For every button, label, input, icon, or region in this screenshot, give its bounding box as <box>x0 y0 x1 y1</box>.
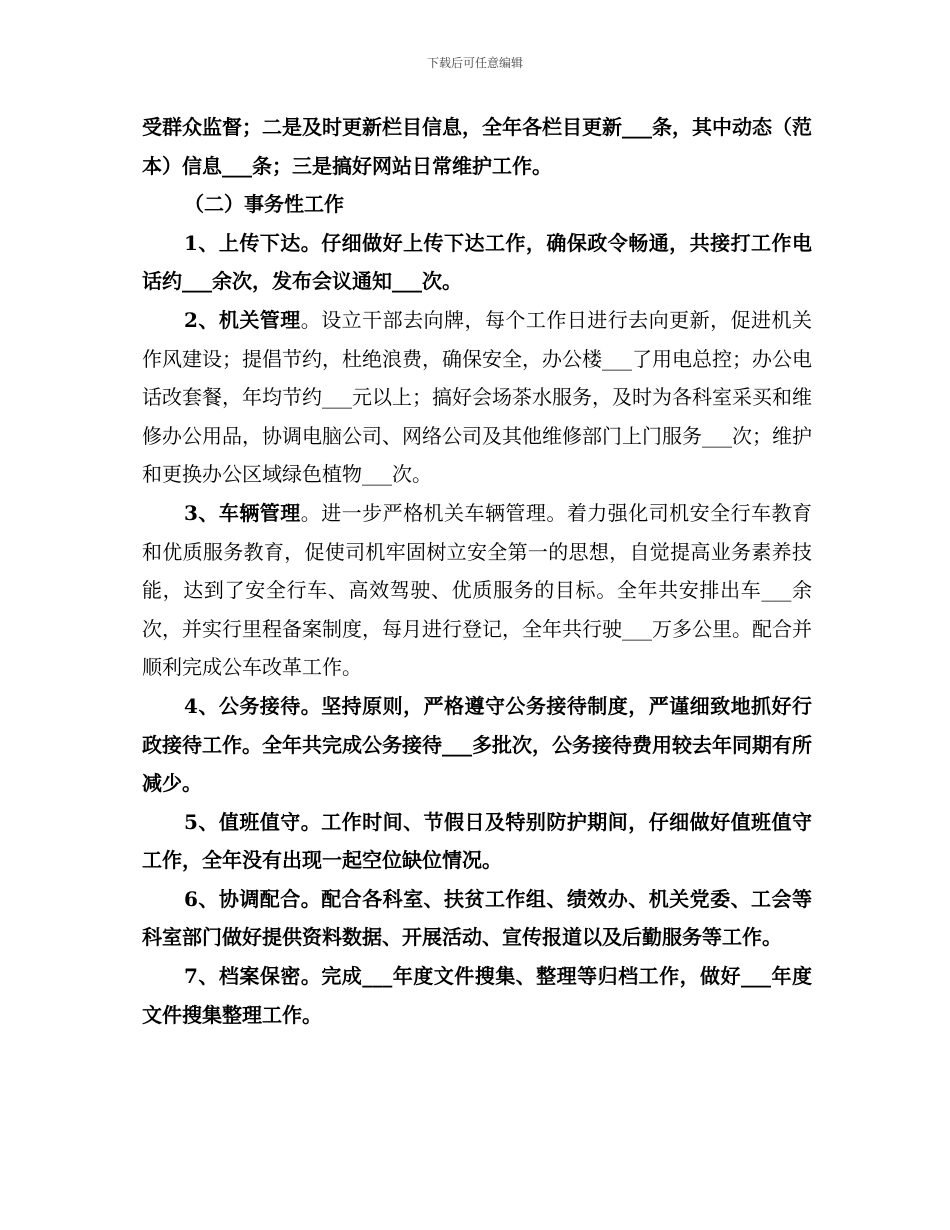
page-header: 下载后可任意编辑 <box>426 56 523 70</box>
item-3-title: 3、车辆管理 <box>184 500 301 525</box>
paragraph-item-2 <box>142 301 812 494</box>
paragraph-item-4: 4、公务接待。坚持原则，严格遵守公务接待制度，严谨细致地抓好行政接待工作。全年共完成公务接待___多批次，公务接待费用较去年同期有所减少。 <box>142 693 812 796</box>
item-3-text: 。进一步严格机关车辆管理。着力强化司机安全行车教育和优质服务教育，促使司机牢固树立安全第一的思想，自觉提高业务素养技能，达到了安全行车、高效驾驶、优质服务的目标。全年共安排出车___余次，并实行里程备案制度，每月进行登记，全年共行驶___万多公里。配合并顺利完成公车改革工作。 <box>142 500 812 680</box>
section-heading: （二）事务性工作 <box>184 192 344 217</box>
document-body <box>142 108 812 1034</box>
item-2-title: 2、机关管理 <box>184 307 301 332</box>
paragraph-item-5: 5、值班值守。工作时间、节假日及特别防护期间，仔细做好值班值守工作，全年没有出现一起空位缺位情况。 <box>142 809 812 873</box>
paragraph-item-7: 7、档案保密。完成___年度文件搜集、整理等归档工作，做好___年度文件搜集整理工作。 <box>142 964 812 1027</box>
paragraph-item-6: 6、协调配合。配合各科室、扶贫工作组、绩效办、机关党委、工会等科室部门做好提供资料数据、开展活动、宣传报道以及后勤服务等工作。 <box>142 886 812 950</box>
paragraph-intro: 受群众监督；二是及时更新栏目信息，全年各栏目更新___条，其中动态（范本）信息___条；三是搞好网站日常维护工作。 <box>142 115 812 178</box>
item-2-text: 。设立干部去向牌，每个工作日进行去向更新，促进机关作风建设；提倡节约，杜绝浪费，确保安全，办公楼___了用电总控；办公电话改套餐，年均节约___元以上；搞好会场茶水服务，及时为各科室采买和维修办公用品，协调电脑公司、网络公司及其他维修部门上门服务___次；维护和更换办公区域绿色植物___次。 <box>142 307 812 487</box>
paragraph-item-1: 1、上传下达。仔细做好上传下达工作，确保政令畅通，共接打工作电话约___余次，发布会议通知___次。 <box>142 230 812 294</box>
paragraph-item-3 <box>142 494 812 687</box>
